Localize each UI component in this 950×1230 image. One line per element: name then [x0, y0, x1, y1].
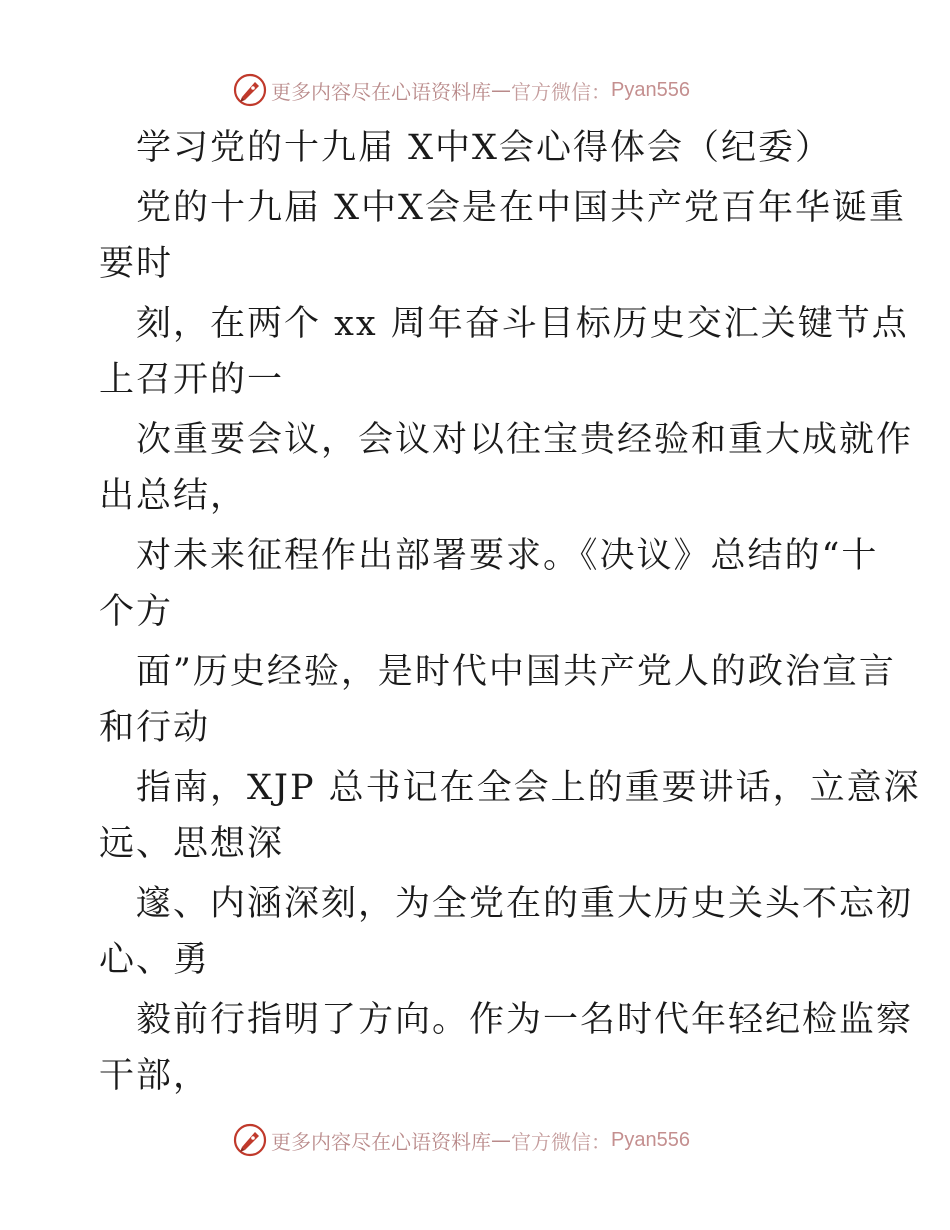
- header-watermark: [233, 72, 690, 108]
- watermark-wechat-id: Pyan556: [611, 1128, 690, 1151]
- text-line: 指南，XJP 总书记在全会上的重要讲话，立意深: [136, 768, 921, 808]
- document-title: 学习党的十九届 X中X会心得体会（纪委）: [136, 128, 832, 168]
- text-line: 出总结，: [99, 476, 248, 516]
- text-line: 刻，在两个 xx 周年奋斗目标历史交汇关键节点: [136, 304, 909, 344]
- watermark-wechat-label: 官方微信：: [511, 79, 611, 104]
- watermark-separator: —: [491, 1128, 511, 1152]
- text-line: 对未来征程作出部署要求。《决议》总结的“十: [136, 536, 879, 576]
- watermark-separator: —: [491, 78, 511, 102]
- text-line: 要时: [99, 244, 174, 284]
- text-line: 个方: [99, 592, 174, 632]
- fountain-pen-nib-icon: [233, 73, 267, 107]
- text-line: 次重要会议，会议对以往宝贵经验和重大成就作: [136, 420, 914, 460]
- text-line: 面”历史经验，是时代中国共产党人的政治宣言: [136, 652, 896, 692]
- text-line: 干部，: [99, 1056, 211, 1096]
- watermark-brand-text: 更多内容尽在心语资料库: [271, 79, 491, 104]
- text-line: 心、勇: [99, 940, 211, 980]
- text-line: 毅前行指明了方向。作为一名时代年轻纪检监察: [136, 1000, 914, 1040]
- text-line: 上召开的一: [99, 360, 285, 400]
- fountain-pen-nib-icon: [233, 1123, 267, 1157]
- watermark-brand-text: 更多内容尽在心语资料库: [271, 1129, 491, 1154]
- text-line: 和行动: [99, 708, 211, 748]
- text-line: 远、思想深: [99, 824, 285, 864]
- text-line: 邃、内涵深刻，为全党在的重大历史关头不忘初: [136, 884, 914, 924]
- watermark-wechat-label: 官方微信：: [511, 1129, 611, 1154]
- text-line: 党的十九届 X中X会是在中国共产党百年华诞重: [136, 188, 906, 228]
- footer-watermark: [233, 1122, 690, 1158]
- watermark-wechat-id: Pyan556: [611, 78, 690, 101]
